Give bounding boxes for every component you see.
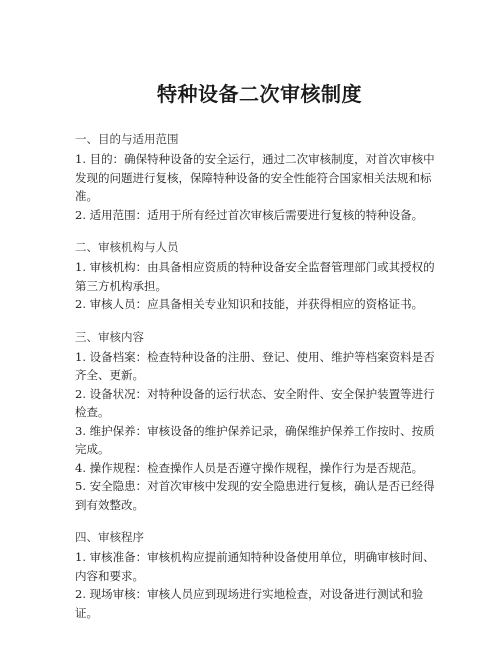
section-heading: 三、审核内容	[75, 329, 144, 344]
section-purpose-scope	[75, 129, 472, 224]
section-item: 1. 目的：确保特种设备的安全运行，通过二次审核制度，对首次审核中发现的问题进行复核，保障特种设备的安全性能符合国家相关法规和标准。	[75, 152, 435, 203]
section-item: 2. 现场审核：审核人员应到现场进行实地检查，对设备进行测试和验证。	[75, 587, 424, 620]
section-item: 3. 维护保养：审核设备的维护保养记录，确保维护保养工作按时、按质完成。	[75, 423, 435, 456]
section-item: 4. 操作规程：检查操作人员是否遵守操作规程，操作行为是否规范。	[75, 460, 424, 475]
section-heading: 四、审核程序	[75, 530, 144, 544]
section-audit-procedure	[75, 527, 472, 622]
section-item: 5. 安全隐患：对首次审核中发现的安全隐患进行复核，确认是否已经得到有效整改。	[75, 479, 435, 512]
section-heading: 二、审核机构与人员	[75, 240, 179, 254]
section-audit-content	[75, 327, 472, 515]
section-heading: 一、目的与适用范围	[75, 132, 179, 146]
section-item: 1. 审核准备：审核机构应提前通知特种设备使用单位，明确审核时间、内容和要求。	[75, 550, 435, 583]
section-item: 2. 设备状况：对特种设备的运行状态、安全附件、安全保护装置等进行检查。	[75, 386, 435, 419]
section-item: 2. 适用范围：适用于所有经过首次审核后需要进行复核的特种设备。	[75, 207, 424, 222]
section-item: 2. 审核人员：应具备相关专业知识和技能，并获得相应的资格证书。	[75, 297, 424, 311]
section-item: 1. 设备档案：检查特种设备的注册、登记、使用、维护等档案资料是否齐全、更新。	[75, 349, 435, 382]
section-item: 1. 审核机构：由具备相应资质的特种设备安全监督管理部门或其授权的第三方机构承担。	[75, 260, 435, 293]
section-audit-organization	[75, 237, 472, 314]
document-title: 特种设备二次审核制度	[157, 82, 362, 106]
